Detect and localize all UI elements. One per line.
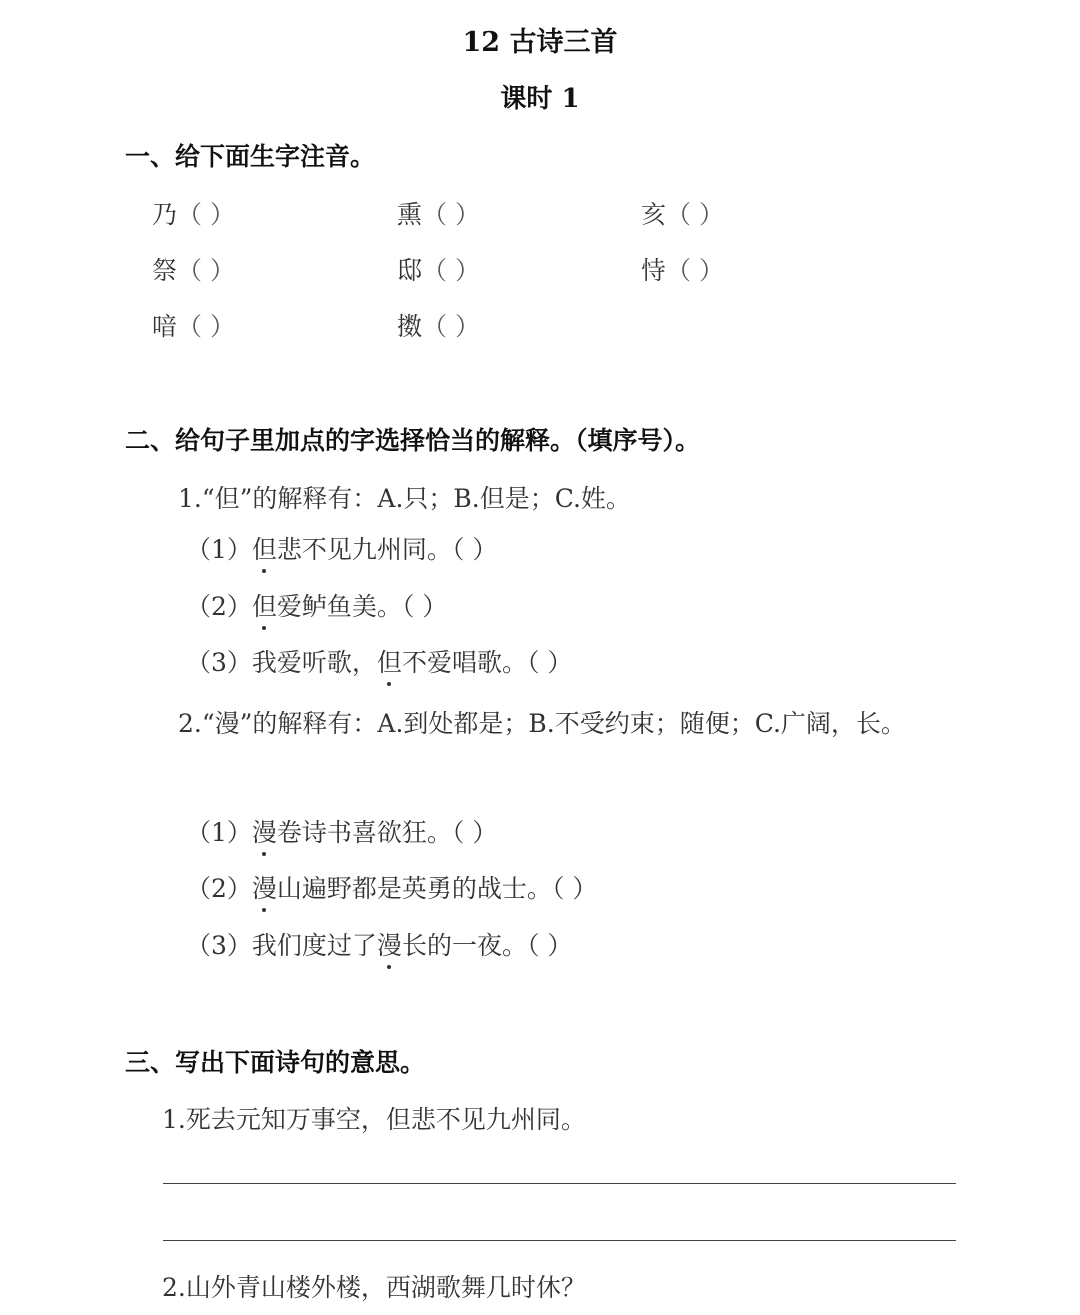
char-item	[152, 307, 235, 343]
pinyin-blank[interactable]: （ ）	[422, 200, 480, 229]
char-label: 恃	[641, 256, 667, 285]
dotted-char: 漫	[252, 813, 277, 849]
sentence-before: 我爱听歌，	[251, 648, 377, 677]
pinyin-blank[interactable]: （ ）	[177, 256, 235, 285]
char-label: 乃	[152, 200, 178, 229]
sentence-after: 山遍野都是英勇的战士。（ ）	[276, 874, 598, 903]
item-number: （2）	[186, 874, 252, 903]
char-label: 亥	[641, 200, 667, 229]
dotted-char: 漫	[252, 869, 277, 905]
section2-heading: 二、给句子里加点的字选择恰当的解释。（填序号）。	[125, 426, 701, 455]
sentence-item	[186, 530, 497, 566]
answer-line[interactable]	[163, 1240, 956, 1241]
item-number: （3）	[186, 931, 252, 960]
sentence-after: 长的一夜。（ ）	[401, 931, 573, 960]
char-item	[152, 195, 235, 231]
poem-question: 1.死去元知万事空，但悲不见九州同。	[162, 1105, 586, 1134]
sentence-item	[186, 869, 597, 905]
section1-heading: 一、给下面生字注音。	[125, 142, 376, 171]
pinyin-blank[interactable]: （ ）	[666, 200, 724, 229]
item-number: （3）	[186, 648, 252, 677]
dotted-char: 但	[252, 530, 277, 566]
pinyin-blank[interactable]: （ ）	[422, 256, 480, 285]
char-item	[397, 195, 480, 231]
char-item	[397, 251, 480, 287]
item-number: （1）	[186, 818, 252, 847]
sentence-item	[186, 813, 497, 849]
sentence-item	[186, 587, 447, 623]
item-number: （1）	[186, 535, 252, 564]
pinyin-blank[interactable]: （ ）	[422, 312, 480, 341]
sentence-after: 悲不见九州同。（ ）	[276, 535, 498, 564]
lesson-subtitle: 课时 1	[500, 84, 580, 114]
section3-heading: 三、写出下面诗句的意思。	[125, 1048, 426, 1077]
question-label: 1.“但”的解释有：A.只；B.但是；C.姓。	[178, 484, 631, 513]
answer-line[interactable]	[163, 1183, 956, 1184]
dotted-char: 漫	[377, 926, 402, 962]
char-item	[641, 195, 724, 231]
sentence-item	[186, 926, 572, 962]
sentence-after: 爱鲈鱼美。（ ）	[276, 592, 448, 621]
dotted-char: 但	[252, 587, 277, 623]
char-label: 祭	[152, 256, 178, 285]
pinyin-blank[interactable]: （ ）	[666, 256, 724, 285]
sentence-after: 卷诗书喜欲狂。（ ）	[276, 818, 498, 847]
char-label: 熏	[397, 200, 423, 229]
char-label: 邸	[397, 256, 423, 285]
dotted-char: 但	[377, 643, 402, 679]
poem-question: 2.山外青山楼外楼，西湖歌舞几时休？	[162, 1273, 586, 1302]
pinyin-blank[interactable]: （ ）	[177, 200, 235, 229]
sentence-after: 不爱唱歌。（ ）	[401, 648, 573, 677]
char-item	[641, 251, 724, 287]
pinyin-blank[interactable]: （ ）	[177, 312, 235, 341]
sentence-before: 我们度过了	[251, 931, 377, 960]
question-label: 2.“漫”的解释有：A.到处都是；B.不受约束；随便；C.广阔，长。	[178, 709, 906, 738]
char-label: 喑	[152, 312, 178, 341]
char-item	[397, 307, 480, 343]
sentence-item	[186, 643, 572, 679]
char-item	[152, 251, 235, 287]
item-number: （2）	[186, 592, 252, 621]
page-title: 12 古诗三首	[462, 27, 618, 58]
char-label: 擞	[397, 312, 423, 341]
